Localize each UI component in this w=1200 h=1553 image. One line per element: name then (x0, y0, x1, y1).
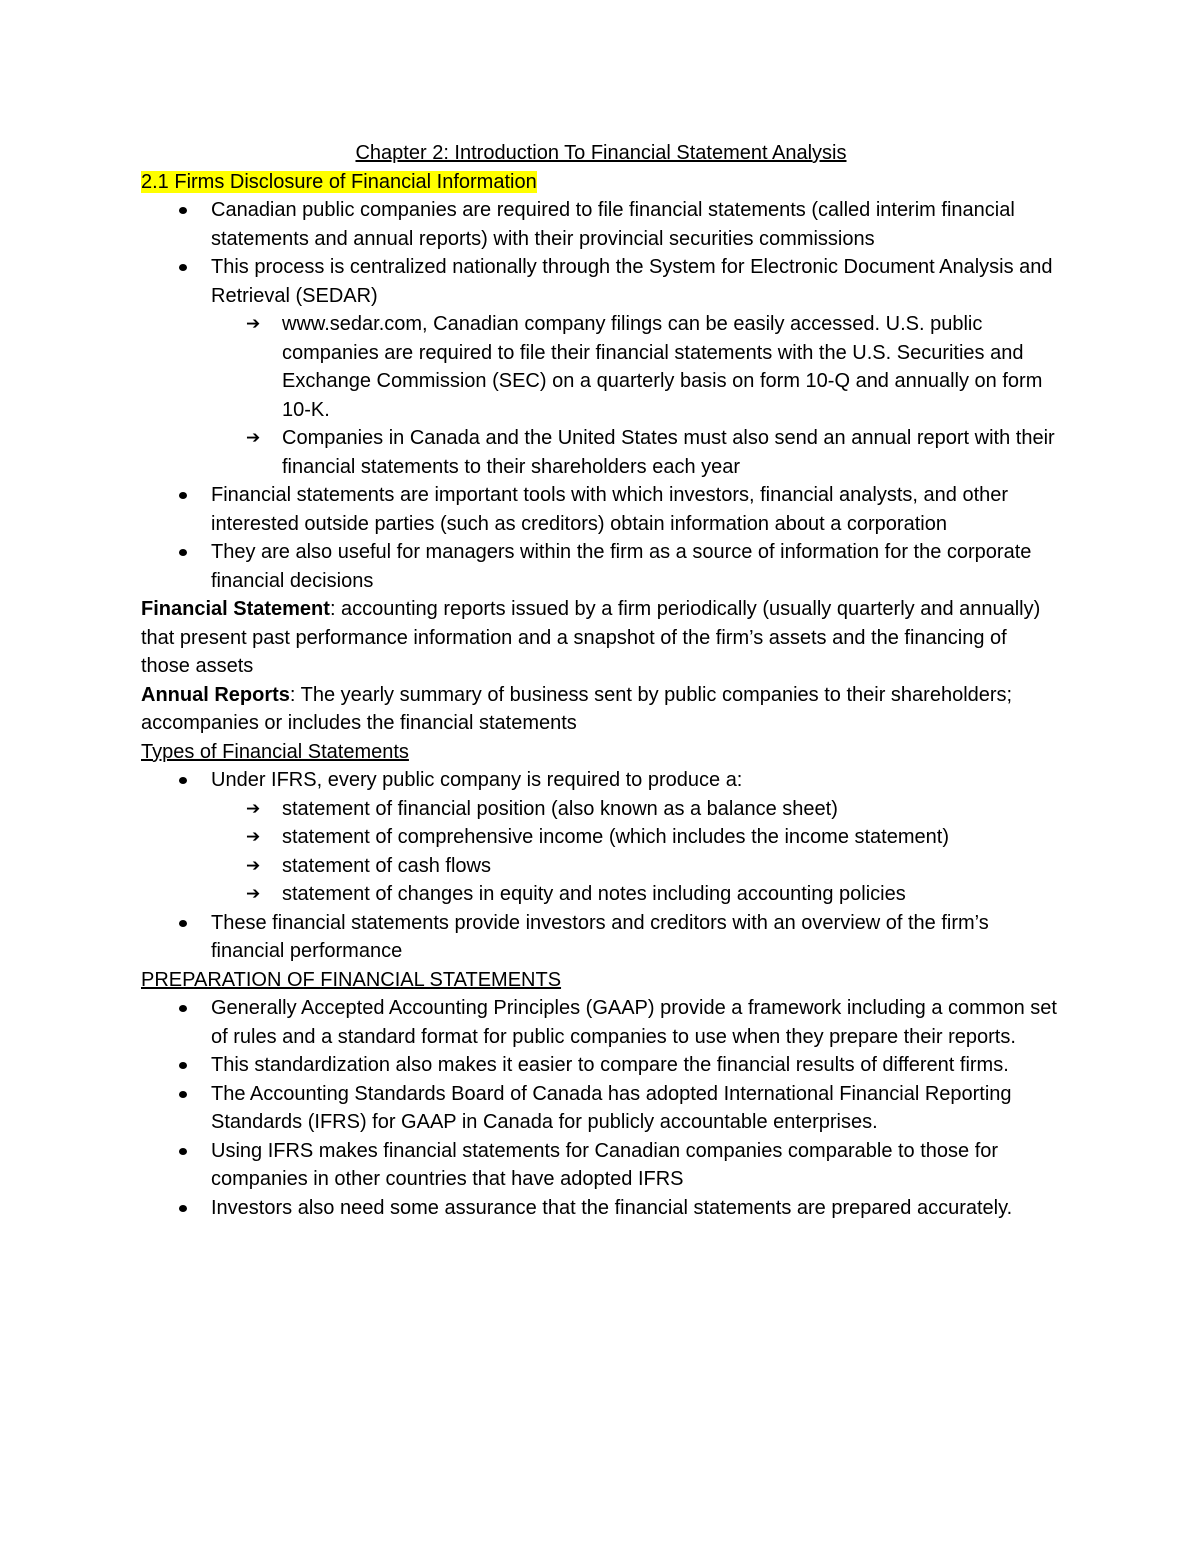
types-heading: Types of Financial Statements (141, 740, 409, 763)
definition-term: Annual Reports (141, 683, 290, 706)
list-item-text: This process is centralized nationally through the System for Electronic Document Analysis and Retrieval (SEDAR) (211, 256, 1053, 307)
sub-list-item: ➔ statement of financial position (also known as a balance sheet) (282, 795, 1061, 824)
list-item: The Accounting Standards Board of Canada has adopted International Financial Reporting Standards (IFRS) for GAAP in Canada for publicly accountable enterprises. (211, 1080, 1061, 1137)
sub-list-item: ➔ statement of comprehensive income (which includes the income statement) (282, 823, 1061, 852)
sub-list-item: ➔ statement of cash flows (282, 852, 1061, 881)
preparation-heading: PREPARATION OF FINANCIAL STATEMENTS (141, 968, 562, 991)
definition-financial-statement (141, 595, 1061, 681)
list-item: This standardization also makes it easier to compare the financial results of different firms. (211, 1051, 1061, 1080)
definition-text: : The yearly summary of business sent by public companies to their shareholders; accompanies or includes the financial statements (141, 683, 1013, 734)
preparation-bullet-list (141, 994, 1061, 1222)
sub-list-item: ➔ Companies in Canada and the United States must also send an annual report with their financial statements to their shareholders each year (282, 424, 1061, 481)
list-item: These financial statements provide investors and creditors with an overview of the firm’s financial performance (211, 909, 1061, 966)
list-item: They are also useful for managers within the firm as a source of information for the corporate financial decisions (211, 538, 1061, 595)
sub-list-item: ➔ statement of changes in equity and notes including accounting policies (282, 880, 1061, 909)
types-bullet-list (141, 766, 1061, 966)
definition-annual-reports (141, 681, 1061, 738)
list-item: Investors also need some assurance that the financial statements are prepared accurately. (211, 1194, 1061, 1223)
types-subbullet-list (211, 795, 1061, 909)
sub-list-item: ➔ www.sedar.com, Canadian company filings can be easily accessed. U.S. public companies are required to file their financial statements with the U.S. Securities and Exchange Commission (SEC) on a quarterly basis on form 10-Q and annually on form 10-K. (282, 310, 1061, 424)
list-item (211, 253, 1061, 481)
section-heading (141, 168, 1061, 197)
list-item (211, 766, 1061, 909)
highlighted-section-heading: 2.1 Firms Disclosure of Financial Information (141, 170, 537, 193)
definition-text: : accounting reports issued by a firm periodically (usually quarterly and annually) that present past performance information and a snapshot of the firm’s assets and the financing of those assets (141, 598, 1041, 677)
document-title: Chapter 2: Introduction To Financial Statement Analysis (355, 142, 847, 164)
section1-bullet-list (141, 196, 1061, 595)
list-item: Using IFRS makes financial statements for Canadian companies comparable to those for companies in other countries that have adopted IFRS (211, 1137, 1061, 1194)
document-page (141, 139, 1061, 1222)
list-item-text: Under IFRS, every public company is required to produce a: (211, 769, 743, 791)
definition-term: Financial Statement (141, 598, 330, 620)
list-item: Financial statements are important tools with which investors, financial analysts, and other interested outside parties (such as creditors) obtain information about a corporation (211, 481, 1061, 538)
sedar-subbullet-list (211, 310, 1061, 481)
list-item: Generally Accepted Accounting Principles (GAAP) provide a framework including a common set of rules and a standard format for public companies to use when they prepare their reports. (211, 994, 1061, 1051)
list-item: Canadian public companies are required to file financial statements (called interim financial statements and annual reports) with their provincial securities commissions (211, 196, 1061, 253)
